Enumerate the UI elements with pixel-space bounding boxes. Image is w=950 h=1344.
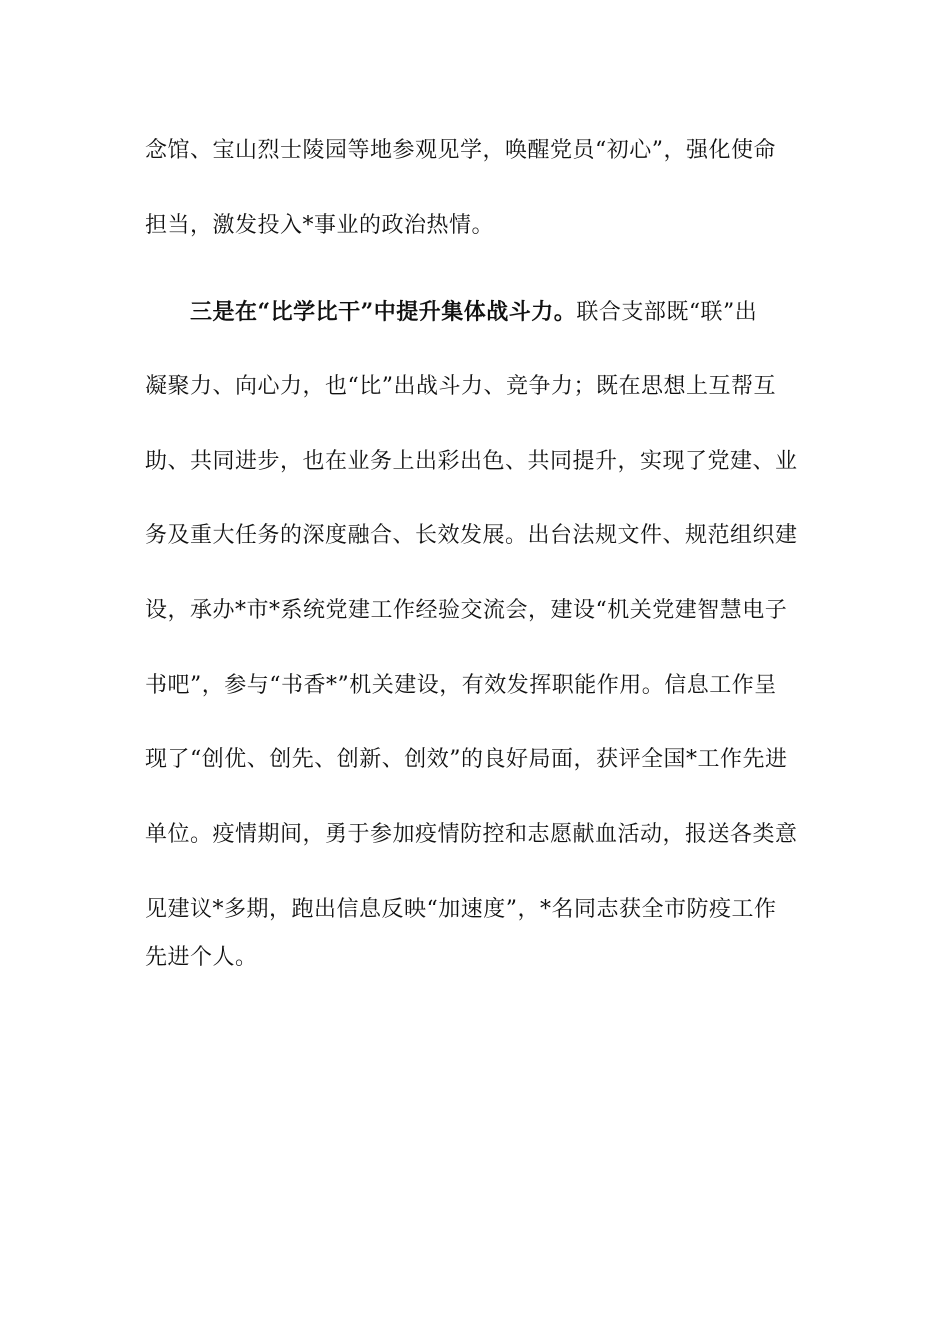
- paragraph-2-line-6: 书吧”，参与“书香*”机关建设，有效发挥职能作用。信息工作呈: [145, 673, 777, 698]
- paragraph-2-line-7: 现了“创优、创先、创新、创效”的良好局面，获评全国*工作先进: [145, 747, 788, 772]
- paragraph-2-line-1-text: 联合支部既“联”出: [576, 300, 758, 325]
- paragraph-2-line-1: [190, 297, 855, 328]
- paragraph-2-heading: 三是在“比学比干”中提升集体战斗力。: [190, 299, 577, 325]
- paragraph-2-line-10: 先进个人。: [145, 945, 258, 970]
- paragraph-2-line-2: 凝聚力、向心力，也“比”出战斗力、竞争力；既在思想上互帮互: [145, 374, 776, 399]
- paragraph-1-line-1: 念馆、宝山烈士陵园等地参观见学，唤醒党员“初心”，强化使命: [145, 138, 776, 163]
- paragraph-1-line-2: 担当，激发投入*事业的政治热情。: [145, 213, 495, 238]
- paragraph-2-line-8: 单位。疫情期间，勇于参加疫情防控和志愿献血活动，报送各类意: [145, 822, 798, 847]
- paragraph-2-line-5: 设，承办*市*系统党建工作经验交流会，建设“机关党建智慧电子: [145, 598, 788, 623]
- paragraph-2-line-9: 见建议*多期，跑出信息反映“加速度”，*名同志获全市防疫工作: [145, 897, 777, 922]
- paragraph-2-line-4: 务及重大任务的深度融合、长效发展。出台法规文件、规范组织建: [145, 523, 798, 548]
- paragraph-2-line-3: 助、共同进步，也在业务上出彩出色、共同提升，实现了党建、业: [145, 449, 798, 474]
